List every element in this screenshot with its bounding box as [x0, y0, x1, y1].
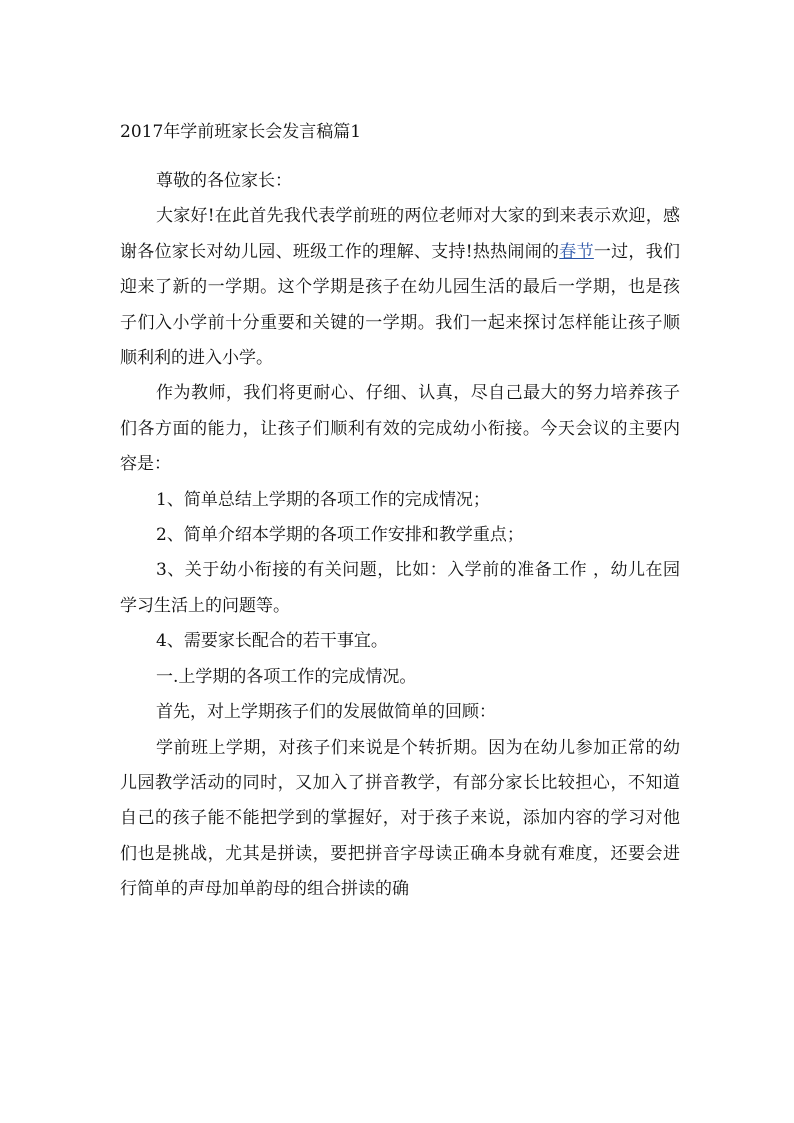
section-heading-1: 一.上学期的各项工作的完成情况。	[156, 666, 417, 687]
paragraph-review-intro: 首先，对上学期孩子们的发展做简单的回顾：	[156, 702, 496, 723]
agenda-item-1: 1、简单总结上学期的各项工作的完成情况；	[156, 489, 490, 510]
paragraph-welcome-part1: 大家好!在此首先我代表学前班的两位老师对大家的到来表示欢迎，感谢各位家长对幼儿园、班级工作的理解、支持!热热闹闹的	[120, 206, 680, 262]
paragraph-welcome-part2: 一过，我们迎来了新的一学期。这个学期是孩子在幼儿园生活的最后一学期，也是孩子们入小学前十分重要和关键的一学期。我们一起来探讨怎样能让孩子顺顺利利的进入小学。	[120, 241, 681, 369]
paragraph-last-semester: 学前班上学期，对孩子们来说是个转折期。因为在幼儿参加正常的幼儿园教学活动的同时，又加入了拼音教学，有部分家长比较担心，不知道自己的孩子能不能把学到的掌握好，对于孩子来说，添加内容的学习对他们也是挑战，尤其是拼读，要把拼音字母读正确本身就有难度，还要会进行简单的声母加单韵母的组合拼读的确	[120, 737, 680, 900]
paragraph-teacher-commitment: 作为教师，我们将更耐心、仔细、认真，尽自己最大的努力培养孩子们各方面的能力，让孩子们顺利有效的完成幼小衔接。今天会议的主要内容是：	[120, 383, 680, 475]
document-title: 2017年学前班家长会发言稿篇1	[120, 122, 362, 142]
agenda-item-2: 2、简单介绍本学期的各项工作安排和教学重点；	[156, 525, 524, 546]
paragraph-welcome	[120, 199, 680, 376]
salutation: 尊敬的各位家长：	[156, 171, 292, 191]
agenda-item-3: 3、关于幼小衔接的有关问题，比如：入学前的准备工作 ，幼儿在园学习生活上的问题等。	[120, 560, 680, 616]
document-body	[120, 164, 680, 908]
agenda-item-4: 4、需要家长配合的若干事宜。	[156, 631, 388, 652]
spring-festival-link[interactable]: 春节	[559, 241, 594, 262]
